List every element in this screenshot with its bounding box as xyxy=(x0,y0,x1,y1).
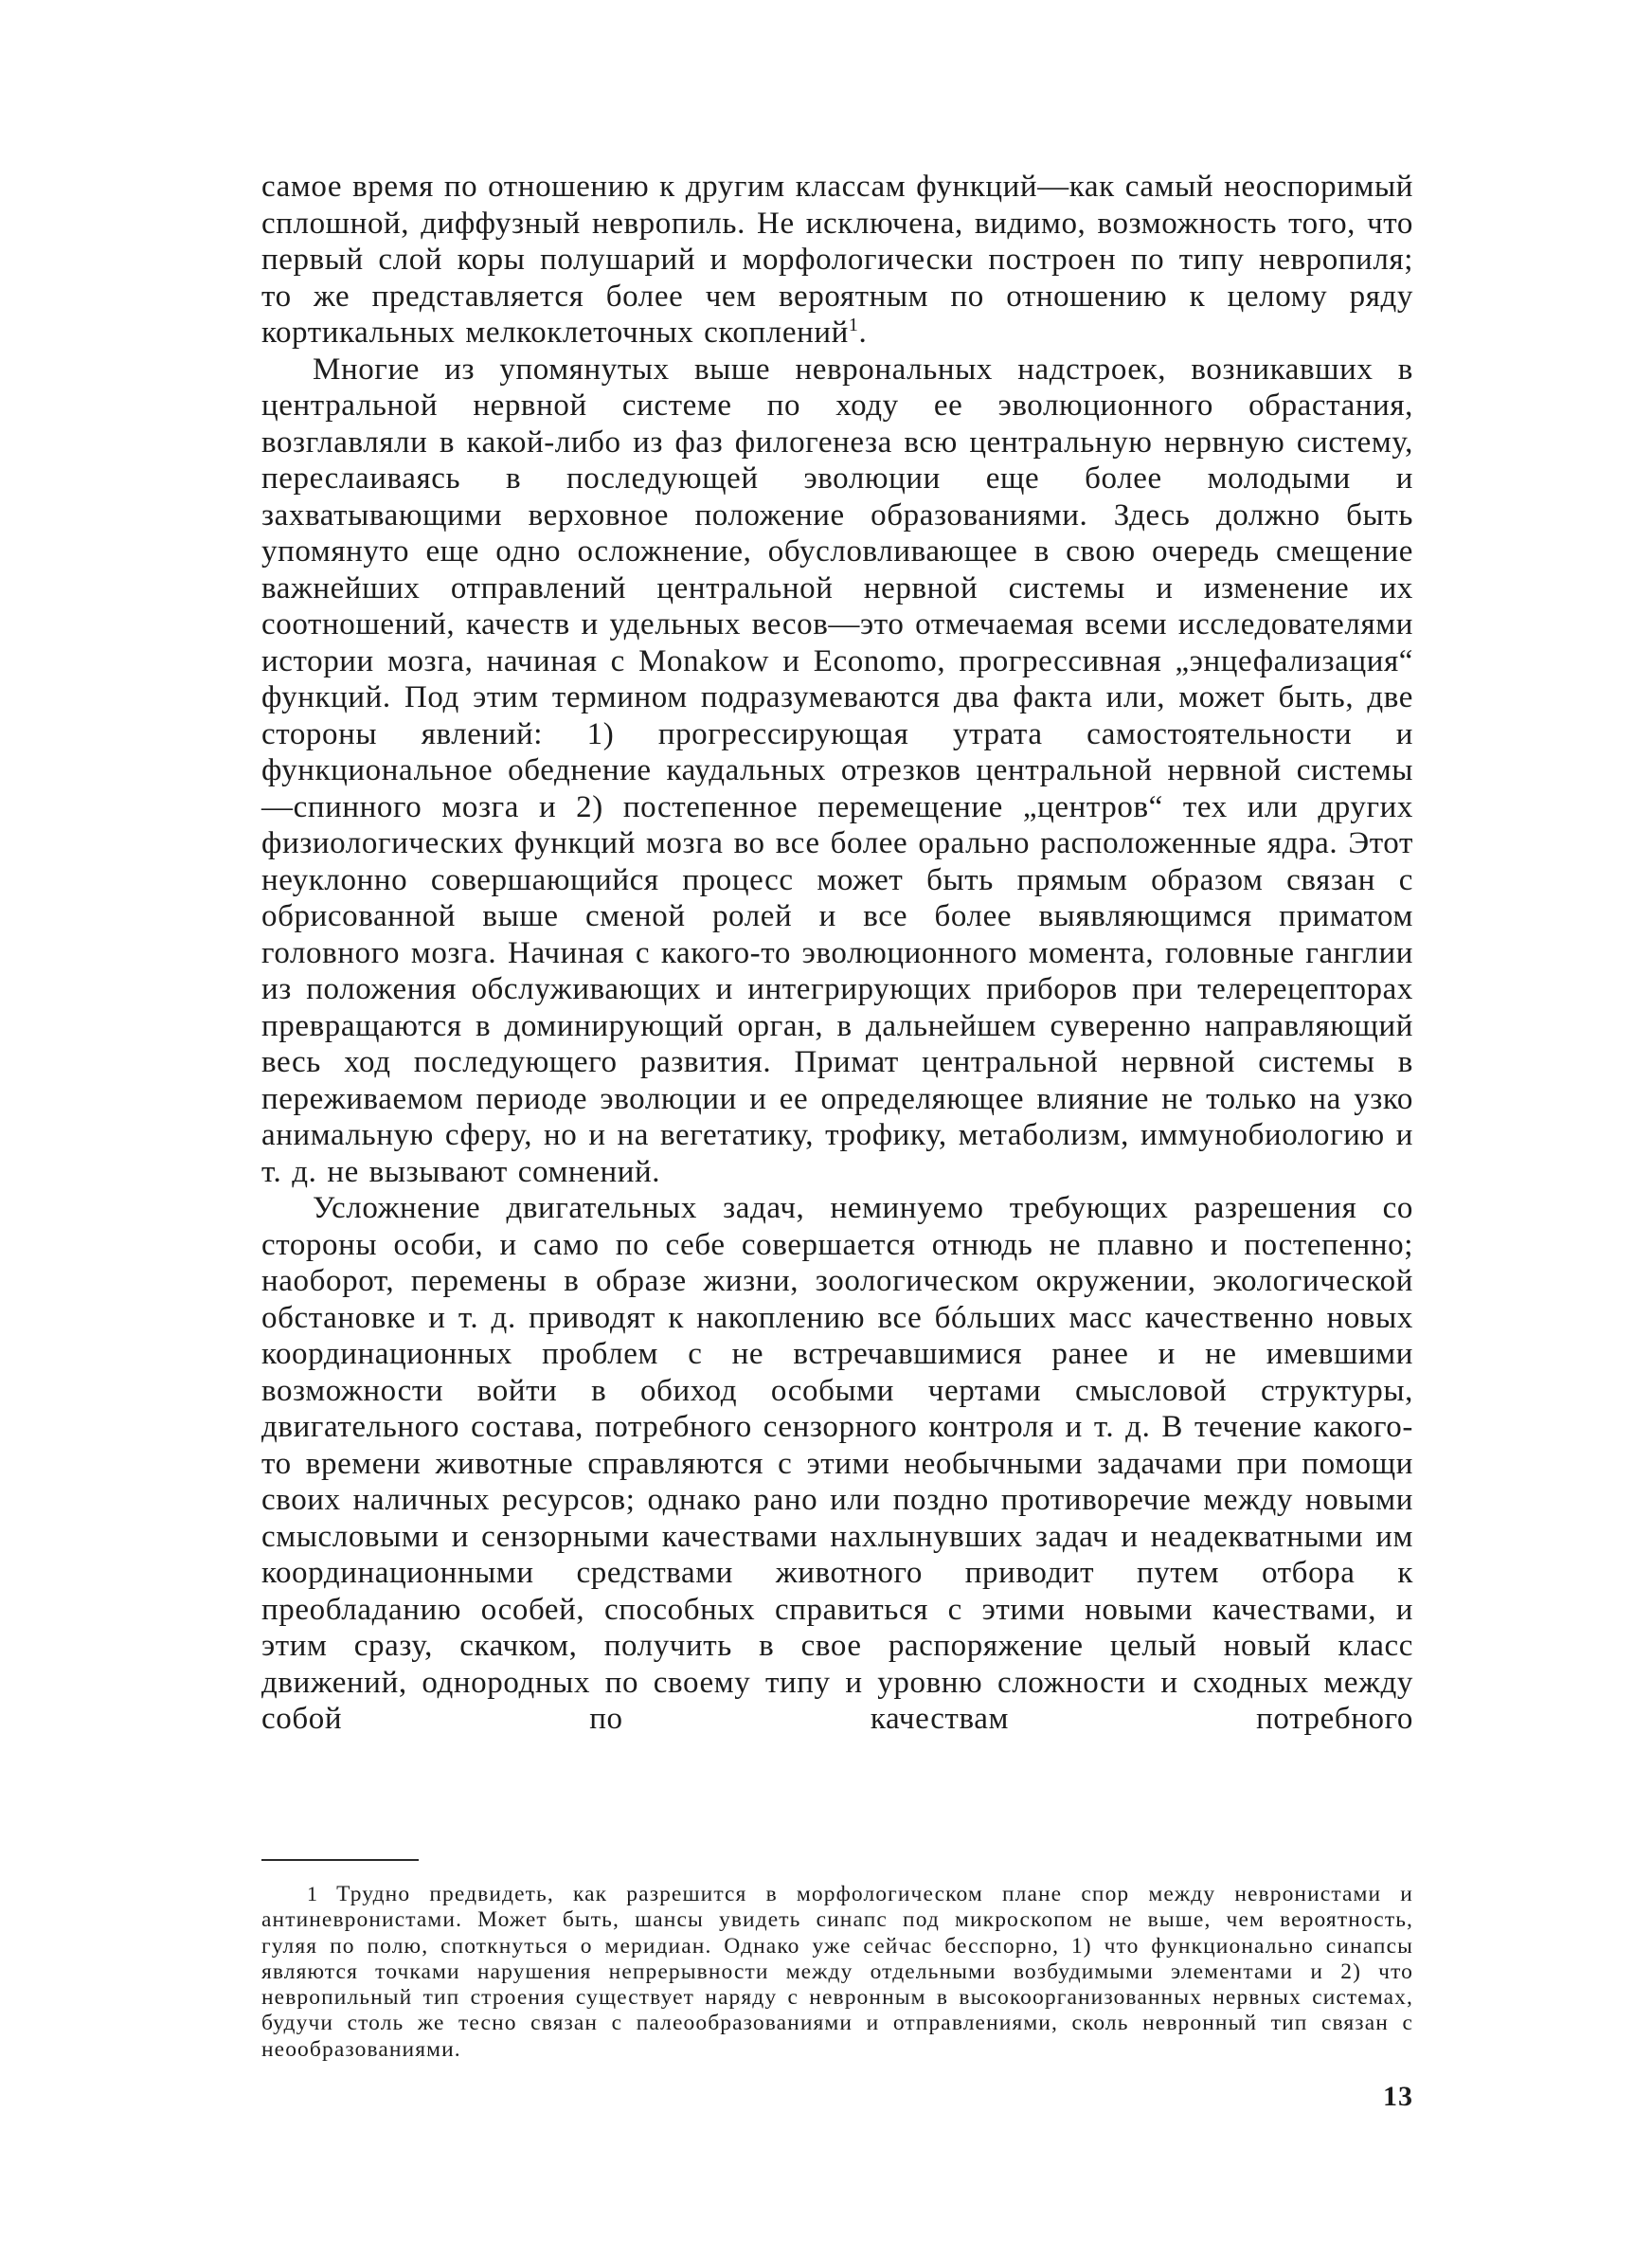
main-text xyxy=(261,169,1413,1738)
paragraph-motor-tasks: Усложнение двигательных задач, неминуемо требующих разрешения со стороны особи, и само по себе совершается отнюдь не плавно и постепенно; наоборот, перемены в образе жизни, зоологическом окружении, экологической обстановке и т. д. приводят к накоплению все бóльших масс качественно новых координационных проблем с не встречавшимися ранее и не имевшими возможности войти в обиход особыми чертами смысловой структуры, двигательного состава, потребного сензорного контроля и т. д. В течение какого-то времени животные справляются с этими необычными задачами при помощи своих наличных ресурсов; однако рано или поздно противоречие между новыми смысловыми и сензорными качествами нахлынувших задач и неадекватными им координационными средствами животного приводит путем отбора к преобладанию особей, способных справиться с этими новыми качествами, и этим сразу, скачком, получить в свое распоряжение целый новый класс движений, однородных по своему типу и уровню сложности и сходных между собой по качествам потребного xyxy=(261,1191,1413,1736)
paragraph-continued xyxy=(261,169,1413,352)
paragraph-tail: . xyxy=(858,316,868,350)
page-number: 13 xyxy=(1383,2081,1413,2112)
footnote-reference: 1 xyxy=(848,315,859,335)
footnote xyxy=(261,1881,1413,2063)
paragraph-text: самое время по отношению к другим классам функций—как самый неоспоримый сплошной, диффузный невропиль. Не исключена, видимо, возможность того, что первый слой коры полушарий и морфологически построен по типу невропиля; то же представляется более чем вероятным по отношению к целому ряду кортикальных мелкоклеточных скоплений xyxy=(261,170,1413,350)
footnote-marker: 1 xyxy=(307,1882,317,1905)
footnote-divider xyxy=(261,1859,419,1861)
paragraph-encephalization: Многие из упомянутых выше неврональных надстроек, возникавших в центральной нервной системе по ходу ее эволюционного обрастания, возглавляли в какой-либо из фаз филогенеза всю центральную нервную систему, переслаиваясь в последующей эволюции еще более молодыми и захватывающими верховное положение образованиями. Здесь должно быть упомянуто еще одно осложнение, обусловливающее в свою очередь смещение важнейших отправлений центральной нервной системы и изменение их соотношений, качеств и удельных весов—это отмечаемая всеми исследователями истории мозга, начиная с Monakow и Economo, прогрессивная „энцефализация“ функций. Под этим термином подразумеваются два факта или, может быть, две стороны явлений: 1) прогрессирующая утрата самостоятельности и функциональное обеднение каудальных отрезков центральной нервной системы—спинного мозга и 2) постепенное перемещение „центров“ тех или других физиологических функций мозга во все более орально расположенные ядра. Этот неуклонно совершающийся процесс может быть прямым образом связан с обрисованной выше сменой ролей и все более выявляющимся приматом головного мозга. Начиная с какого-то эволюционного момента, головные ганглии из положения обслуживающих и интегрирующих приборов при телерецепторах превращаются в доминирующий орган, в дальнейшем суверенно направляющий весь ход последующего развития. Примат центральной нервной системы в переживаемом периоде эволюции и ее определяющее влияние не только на узко анимальную сферу, но и на вегетатику, трофику, метаболизм, иммунобиологию и т. д. не вызывают сомнений. xyxy=(261,352,1413,1189)
footnote-text: Трудно предвидеть, как разрешится в морфологическом плане спор между невронистами и антиневронистами. Может быть, шансы увидеть синапс под микроскопом не выше, чем вероятность, гуляя по полю, споткнуться о меридиан. Однако уже сейчас бесспорно, 1) что функционально синапсы являются точками нарушения непрерывности между отдельными возбудимыми элементами и 2) что невропильный тип строения существует наряду с невронным в высокоорганизованных нервных системах, будучи столь же тесно связан с палеообразованиями и отправлениями, сколь невронный тип связан с неообразованиями. xyxy=(261,1882,1413,2062)
